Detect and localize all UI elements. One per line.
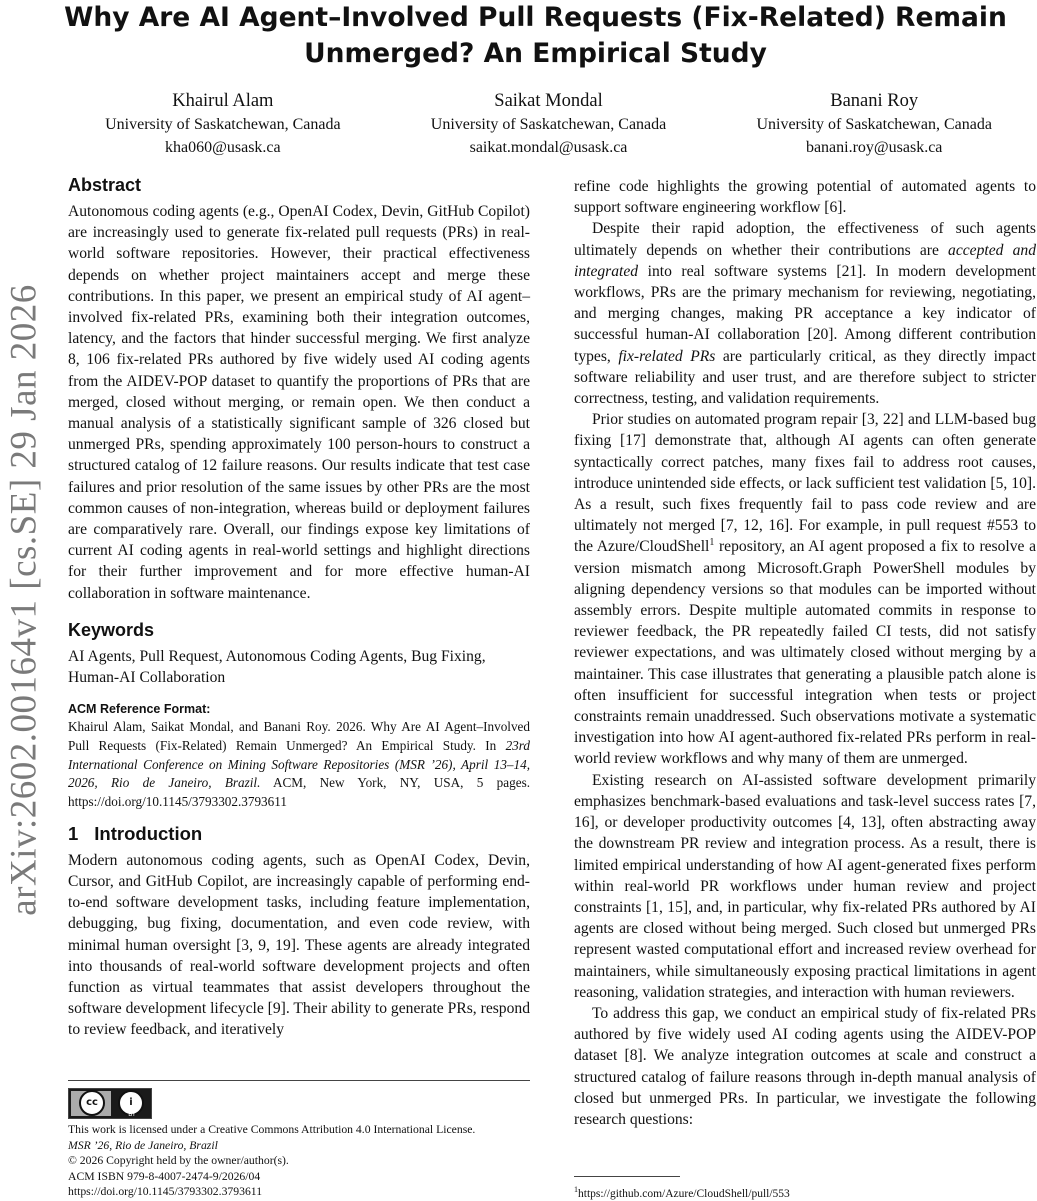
paper-title: Why Are AI Agent–Involved Pull Requests (Fix-Related) Remain Unmerged? An Empirical Study — [64, 2, 1007, 69]
footnote-rule — [574, 1176, 680, 1177]
by-label: BY — [128, 1111, 136, 1118]
license-rule — [68, 1080, 530, 1081]
acm-reference-text — [68, 718, 530, 812]
right-column — [574, 176, 1036, 1130]
author-name: Khairul Alam — [172, 91, 274, 111]
text-run: Despite their rapid adoption, the effectiveness of such agents ultimately depends on whether their contributions are — [574, 220, 1036, 259]
author-affiliation: University of Saskatchewan, Canada — [756, 116, 992, 133]
cc-icon: cc — [79, 1090, 105, 1116]
acm-authors-title: Khairul Alam, Saikat Mondal, and Banani Roy. 2026. Why Are AI Agent–Involved Pull Requests (Fix-Related) Remain Unmerged? An Empirical Study. In — [68, 719, 530, 753]
venue-line: MSR ’26, Rio de Janeiro, Brazil — [68, 1138, 218, 1152]
abstract-text: Autonomous coding agents (e.g., OpenAI Codex, Devin, GitHub Copilot) are increasingly used to generate fix-related pull requests (PRs) in real-world software repositories. However, their practical effectiveness depends on whether project maintainers accept and merge these contributions. In this paper, we present an empirical study of AI agent–involved fix-related PRs, examining both their integration outcomes, latency, and the factors that hinder successful merging. We first analyze 8, 106 fix-related PRs authored by five widely used AI coding agents from the AIDEV-POP dataset to quantify the proportions of PRs that are merged, closed without merging, or remain open. We then conduct a manual analysis of a statistically significant sample of 326 closed but unmerged PRs, spending approximately 100 person-hours to construct a structured catalog of 12 failure reasons. Our results indicate that test case failures and prior resolution of the same issues by other PRs are the most common causes of non-integration, whereas build or deployment failures are comparatively rare. Overall, our findings expose key limitations of current AI coding agents in real-world settings and highlight directions for their further improvement and for more effective human-AI collaboration in software maintenance. — [68, 203, 530, 602]
cc-by-license-badge[interactable] — [68, 1088, 152, 1119]
intro-heading — [68, 822, 530, 846]
text-run: into real software systems [21]. In modern development workflows, PRs are the primary mechanism for reviewing, negotiating, and merging changes, making PR acceptance a key indicator of successful human-AI collaboration [20]. Among different contribution types, — [574, 262, 1036, 365]
intro-paragraph-4: Existing research on AI-assisted software development primarily emphasizes benchmark-based evaluations and task-level success rates [7, 16], or developer productivity outcomes [4, 13], often abstracting away the downstream PR review and integration process. As a result, there is limited empirical understanding of how AI agent-generated fixes perform within real-world PR workflows under human review and project constraints [1, 15], and, in particular, why fix-related PRs authored by AI agents are closed without being merged. Such closed but unmerged PRs represent wasted computational effort and increased review overhead for maintainers, while simultaneously exposing practical limitations in agent reasoning, validation strategies, and interaction with human reviewers. — [574, 771, 1036, 1001]
section-number: 1 — [68, 822, 79, 844]
intro-paragraph-5: To address this gap, we conduct an empirical study of fix-related PRs authored by five widely used AI coding agents using the AIDEV-POP dataset [8]. We analyze integration outcomes at scale and construct a structured catalog of failure reasons through in-depth manual analysis of closed but unmerged PRs. In particular, we investigate the following research questions: — [574, 1004, 1036, 1128]
author-email: banani.roy@usask.ca — [805, 138, 943, 156]
text-run: Prior studies on automated program repair [3, 22] and LLM-based bug fixing [17] demonstrate that, although AI agents can often generate syntactically correct patches, many fixes fail to address root causes, introduce unintended side effects, or lack sufficient test validation [5, 10]. As a result, such fixes frequently fail to pass code review and are ultimately not merged [7, 12, 16]. For example, in pull request #553 to the Azure/CloudShell — [574, 411, 1036, 556]
author-affiliation: University of Saskatchewan, Canada — [430, 116, 667, 133]
author-3 — [711, 88, 1037, 159]
author-email: saikat.mondal@usask.ca — [469, 138, 628, 156]
license-notice — [68, 1122, 548, 1200]
arxiv-id-text: arXiv:2602.00164v1 [cs.SE] 29 Jan 2026 — [3, 284, 45, 916]
footnote-url[interactable]: https://github.com/Azure/CloudShell/pull/553 — [578, 1187, 790, 1200]
doi-line[interactable]: https://doi.org/10.1145/3793302.3793611 — [68, 1185, 263, 1198]
attribution-person-icon: i — [118, 1090, 144, 1116]
text-run: are particularly critical, as they directly impact software reliability and user trust, and are therefore subject to stricter correctness, testing, and validation requirements. — [574, 347, 1036, 408]
intro-paragraph-3 — [574, 409, 1036, 769]
text-run: repository, an AI agent proposed a fix to resolve a version mismatch among Microsoft.Graph PowerShell modules by aligning dependency versions so that modules can be imported without assembly errors. Despite multiple automated commits in response to reviewer feedback, the PR repeatedly failed CI tests, did not satisfy reviewer expectations, and was ultimately closed without merging by a maintainer. This case illustrates that generating a plausible patch alone is often insufficient for successful integration when tests or project constraints remain unaddressed. Such observations motivate a systematic investigation into how AI agent-authored fix-related PRs perform in real-world review workflows and why many of them are unmerged. — [574, 538, 1036, 768]
footnote — [574, 1183, 790, 1201]
author-1 — [60, 88, 386, 159]
emphasis: fix-related PRs — [618, 347, 716, 365]
acm-doi-link[interactable]: https://doi.org/10.1145/3793302.3793611 — [68, 794, 287, 810]
author-block — [60, 88, 1037, 159]
abstract-heading: Abstract — [68, 175, 142, 195]
keywords-text: AI Agents, Pull Request, Autonomous Coding Agents, Bug Fixing, Human-AI Collaboration — [68, 647, 486, 687]
left-column — [68, 173, 530, 1041]
author-name: Saikat Mondal — [494, 91, 603, 111]
copyright-line: © 2026 Copyright held by the owner/author(s). — [68, 1154, 289, 1167]
author-affiliation: University of Saskatchewan, Canada — [105, 116, 341, 133]
intro-paragraph-2 — [574, 218, 1036, 409]
emphasis: accepted and integrated — [574, 241, 1036, 280]
acm-reference-heading: ACM Reference Format: — [68, 702, 211, 717]
footnote-marker[interactable]: 1 — [709, 537, 715, 549]
arxiv-identifier — [4, 240, 44, 960]
footnote-mark: 1 — [574, 1185, 578, 1194]
keywords-heading: Keywords — [68, 619, 155, 640]
isbn-line: ACM ISBN 979-8-4007-2474-9/2026/04 — [68, 1169, 261, 1183]
intro-paragraph-1: Modern autonomous coding agents, such as OpenAI Codex, Devin, Cursor, and GitHub Copilot, are increasingly capable of performing end-to-end software development tasks, including feature implementation, debugging, bug fixing, documentation, and even code review, with minimal human oversight [3, 9, 19]. These agents are already integrated into thousands of real-world software development projects and often function as virtual teammates that assist developers throughout the software development lifecycle [9]. Their ability to generate PRs, respond to review feedback, and iteratively — [68, 851, 530, 1039]
acm-publisher: ACM, New York, NY, USA, 5 pages. — [260, 775, 531, 791]
intro-paragraph-1-cont: refine code highlights the growing potential of automated agents to support software engineering workflow [6]. — [574, 178, 1036, 217]
license-line: This work is licensed under a Creative Commons Attribution 4.0 International License. — [68, 1123, 476, 1136]
acm-venue: 23rd International Conference on Mining Software Repositories (MSR ’26), April 13–14, 2026, Rio de Janeiro, Brazil. — [68, 737, 530, 791]
author-name: Banani Roy — [830, 91, 919, 111]
section-title: Introduction — [94, 822, 203, 844]
author-email: kha060@usask.ca — [165, 138, 281, 156]
author-2 — [386, 88, 712, 159]
